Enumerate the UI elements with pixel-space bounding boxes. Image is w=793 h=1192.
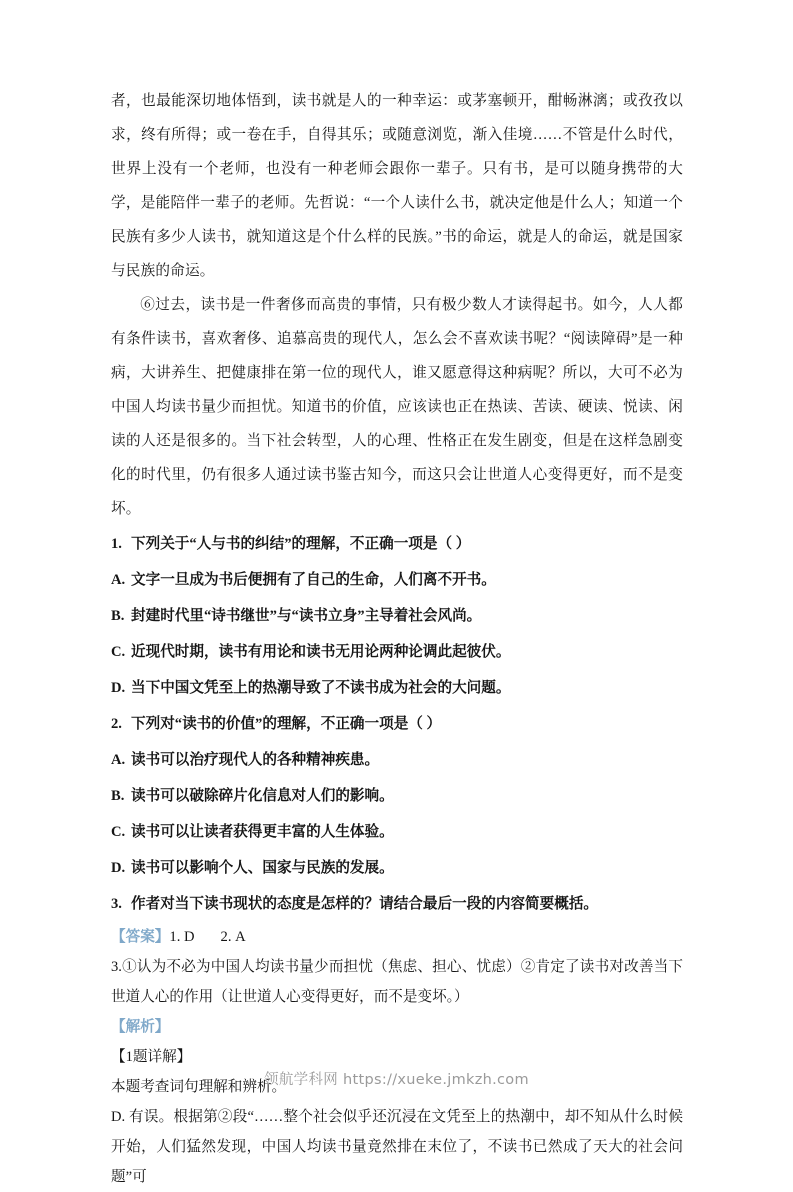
page-content: [111, 84, 683, 1192]
option-d-text: 当下中国文凭至上的热潮导致了不读书成为社会的大问题。: [131, 680, 511, 696]
question-2-option-a[interactable]: [111, 742, 683, 778]
footer-site-name: 领航学科网: [264, 1072, 339, 1088]
answer-2-number: 2.: [220, 929, 232, 945]
answer-1-value: D: [184, 929, 195, 945]
option-b-text: 读书可以破除碎片化信息对人们的影响。: [131, 788, 394, 804]
option-d-label: D.: [111, 680, 126, 696]
option-a-label: A.: [111, 572, 126, 588]
analysis-tag: 【解析】: [111, 1019, 170, 1035]
question-1-option-d[interactable]: [111, 670, 683, 706]
answer-3-long: [111, 952, 683, 1012]
passage-paragraph-6: ⑥过去，读书是一件奢侈而高贵的事情，只有极少数人才读得起书。如今，人人都有条件读书，喜欢奢侈、追慕高贵的现代人，怎么会不喜欢读书呢？“阅读障碍”是一种病，大讲养生、把健康排在第一位的现代人，谁又愿意得这种病呢？所以，大可不必为中国人均读书量少而担忧。知道书的价值，应该读也正在热读、苦读、硬读、悦读、闲读的人还是很多的。当下社会转型，人的心理、性格正在发生剧变，但是在这样急剧变化的时代里，仍有很多人通过读书鉴古知今，而这只会让世道人心变得更好，而不是变坏。: [111, 297, 683, 517]
question-1-option-a[interactable]: [111, 562, 683, 598]
question-2-text: 下列对“读书的价值”的理解，不正确一项是（ ）: [131, 716, 442, 732]
question-2-marker: 2.: [111, 716, 122, 732]
footer-url: https://xueke.jmkzh.com: [343, 1072, 529, 1088]
option-d-text: 读书可以影响个人、国家与民族的发展。: [131, 860, 394, 876]
analysis-tag-row: [111, 1012, 683, 1042]
question-3-text: 作者对当下读书现状的态度是怎样的？请结合最后一段的内容简要概括。: [131, 896, 599, 912]
question-1-marker: 1.: [111, 536, 122, 552]
answer-1-number: 1.: [169, 929, 181, 945]
option-b-label: B.: [111, 608, 125, 624]
question-1-text: 下列关于“人与书的纠结”的理解，不正确一项是（ ）: [131, 536, 471, 552]
option-c-text: 读书可以让读者获得更丰富的人生体验。: [131, 824, 394, 840]
option-b-label: B.: [111, 788, 125, 804]
question-2-option-b[interactable]: [111, 778, 683, 814]
question-2-option-c[interactable]: [111, 814, 683, 850]
analysis-reasoning: D. 有误。根据第②段“……整个社会似乎还沉浸在文凭至上的热潮中，却不知从什么时候开始，人们猛然发现，中国人均读书量竟然排在末位了，不读书已然成了天大的社会问题”可: [111, 1109, 683, 1185]
analysis-subheading: 【1题详解】: [111, 1049, 192, 1065]
question-1-option-c[interactable]: [111, 634, 683, 670]
option-b-text: 封建时代里“诗书继世”与“读书立身”主导着社会风尚。: [131, 608, 482, 624]
answer-2-value: A: [235, 929, 246, 945]
footer-watermark: [0, 1068, 793, 1089]
question-2-option-d[interactable]: [111, 850, 683, 886]
answer-inline-row: [111, 922, 683, 952]
answer-tag: 【答案】: [111, 929, 170, 945]
question-1-stem: [111, 526, 683, 562]
answer-3-marker: 3.: [111, 959, 122, 975]
passage-paragraph-continued: 者，也最能深切地体悟到，读书就是人的一种幸运：或茅塞顿开，酣畅淋漓；或孜孜以求，终有所得；或一卷在手，自得其乐；或随意浏览，渐入佳境……不管是什么时代，世界上没有一个老师，也没有一种老师会跟你一辈子。只有书，是可以随身携带的大学，是能陪伴一辈子的老师。先哲说：“一个人读什么书，就决定他是什么人；知道一个民族有多少人读书，就知道这是个什么样的民族。”书的命运，就是人的命运，就是国家与民族的命运。: [111, 93, 683, 279]
question-3-stem: [111, 886, 683, 922]
option-c-text: 近现代时期，读书有用论和读书无用论两种论调此起彼伏。: [131, 644, 511, 660]
analysis-skill-line: 本题考查词句理解和辨析。: [111, 1079, 287, 1095]
option-c-label: C.: [111, 824, 126, 840]
option-a-label: A.: [111, 752, 126, 768]
question-2-stem: [111, 706, 683, 742]
option-a-text: 读书可以治疗现代人的各种精神疾患。: [131, 752, 380, 768]
option-c-label: C.: [111, 644, 126, 660]
answer-3-text: ①认为不必为中国人均读书量少而担忧（焦虑、担心、忧虑）②肯定了读书对改善当下世道人心的作用（让世道人心变得更好，而不是变坏。）: [111, 959, 683, 1005]
option-a-text: 文字一旦成为书后便拥有了自己的生命，人们离不开书。: [131, 572, 496, 588]
question-1-option-b[interactable]: [111, 598, 683, 634]
question-3-marker: 3.: [111, 896, 122, 912]
option-d-label: D.: [111, 860, 126, 876]
